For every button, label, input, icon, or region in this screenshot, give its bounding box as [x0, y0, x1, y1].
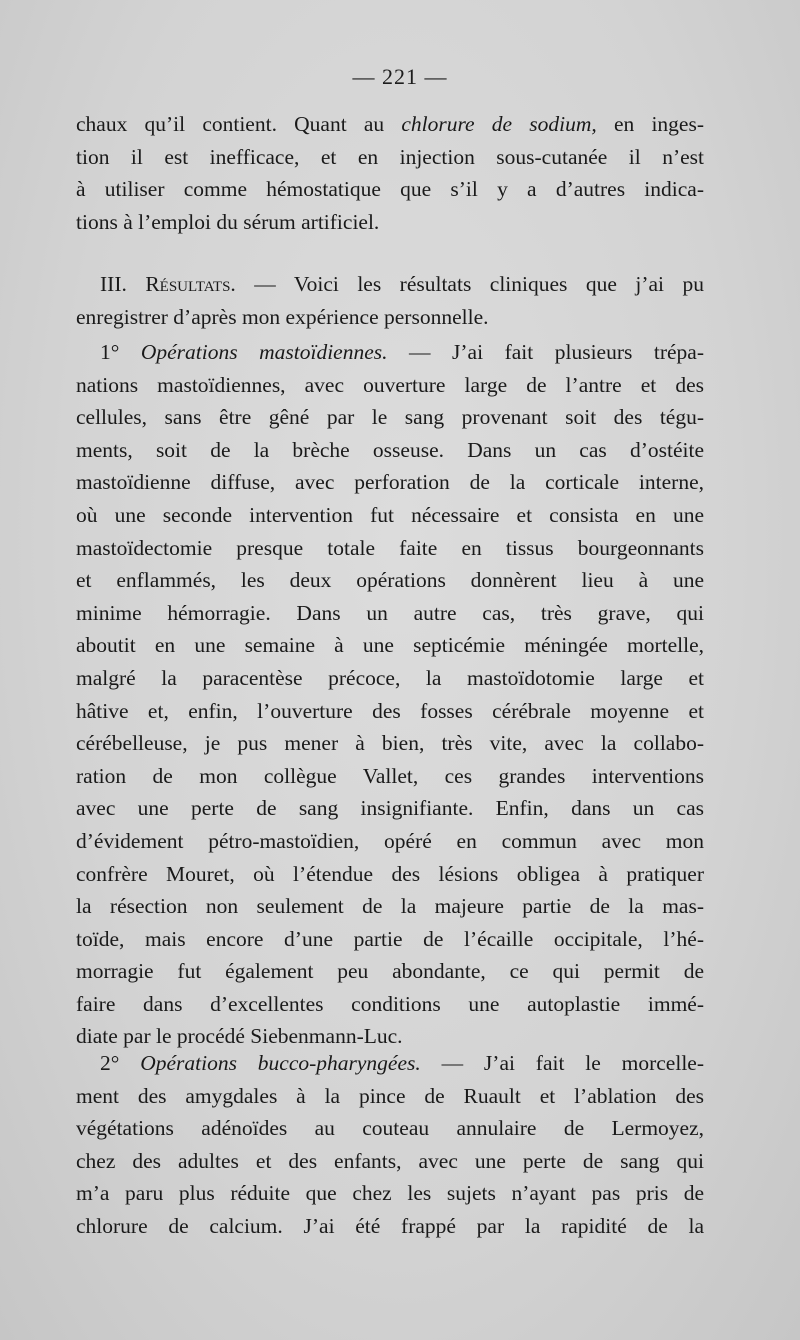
text-line: où une seconde intervention fut nécessaire et consista en une [76, 502, 704, 527]
text-line: chaux qu’il contient. Quant au chlorure de sodium, en inges- [76, 112, 704, 136]
text-line: d’évidement pétro-mastoïdien, opéré en commun avec mon [76, 828, 704, 853]
subsection-title: Opérations mastoïdiennes. [140, 340, 388, 364]
text-line: cellules, sans être gêné par le sang provenant soit des tégu- [76, 405, 704, 430]
paragraph-bucco-pharyngeal-operations [76, 1047, 704, 1243]
text-line: ment des amygdales à la pince de Ruault et l’ablation des [76, 1083, 704, 1108]
text-line: faire dans d’excellentes conditions une autoplastie immé- [76, 991, 704, 1016]
text-line: tions à l’emploi du sérum artificiel. [76, 209, 380, 234]
text-line: cérébelleuse, je pus mener à bien, très vite, avec la collabo- [76, 731, 704, 756]
paragraph-mastoid-operations [76, 336, 704, 1053]
section-numeral: III. [100, 272, 146, 296]
text-line: diate par le procédé Siebenmann-Luc. [76, 1024, 403, 1049]
list-marker: 2° [100, 1051, 141, 1075]
text-line: avec une perte de sang insignifiante. Enfin, dans un cas [76, 796, 704, 821]
text-line: tion il est inefficace, et en injection sous-cutanée il n’est [76, 144, 704, 169]
text-line: III. Résultats. — Voici les résultats cliniques que j’ai pu [100, 272, 705, 296]
text-line: nations mastoïdiennes, avec ouverture large de l’antre et des [76, 372, 704, 397]
text-line: minime hémorragie. Dans un autre cas, très grave, qui [76, 600, 704, 625]
text-line: 2° Opérations bucco-pharyngées. — J’ai fait le morcelle- [100, 1051, 705, 1075]
text-line: morragie fut également peu abondante, ce qui permit de [76, 959, 704, 984]
list-marker: 1° [100, 340, 141, 364]
text-line: chez des adultes et des enfants, avec une perte de sang qui [76, 1148, 704, 1173]
text-line: toïde, mais encore d’une partie de l’écaille occipitale, l’hé- [76, 926, 704, 951]
text-line: ments, soit de la brèche osseuse. Dans un cas d’ostéite [76, 437, 704, 462]
text-line: enregistrer d’après mon expérience personnelle. [76, 304, 489, 329]
text-line: et enflammés, les deux opérations donnèrent lieu à une [76, 568, 704, 593]
text-line: confrère Mouret, où l’étendue des lésions obligea à pratiquer [76, 861, 704, 886]
text-line: m’a paru plus réduite que chez les sujets n’ayant pas pris de [76, 1181, 704, 1206]
subsection-title: Opérations bucco-pharyngées. [140, 1051, 421, 1075]
text-line: 1° Opérations mastoïdiennes. — J’ai fait plusieurs trépa- [100, 340, 704, 364]
text-line: chlorure de calcium. J’ai été frappé par la rapidité de la [76, 1213, 704, 1238]
text-line: mastoïdectomie presque totale faite en tissus bourgeonnants [76, 535, 704, 560]
text-line: mastoïdienne diffuse, avec perforation de la corticale interne, [76, 470, 704, 495]
section-heading-paragraph [76, 268, 704, 333]
page-number: — 221 — [352, 64, 448, 89]
text-line: ration de mon collègue Vallet, ces grandes interventions [76, 763, 704, 788]
text-line: végétations adénoïdes au couteau annulaire de Lermoyez, [76, 1116, 704, 1141]
text-line: hâtive et, enfin, l’ouverture des fosses cérébrale moyenne et [76, 698, 704, 723]
text-line: malgré la paracentèse précoce, la mastoïdotomie large et [76, 665, 704, 690]
text-line: la résection non seulement de la majeure partie de la mas- [76, 894, 704, 919]
section-title: Résultats. [145, 272, 236, 296]
paragraph-continuation [76, 108, 704, 238]
text-line: à utiliser comme hémostatique que s’il y a d’autres indica- [76, 177, 704, 202]
italic-term: chlorure de sodium, [401, 112, 597, 136]
text-line: aboutit en une semaine à une septicémie méningée mortelle, [76, 633, 704, 658]
